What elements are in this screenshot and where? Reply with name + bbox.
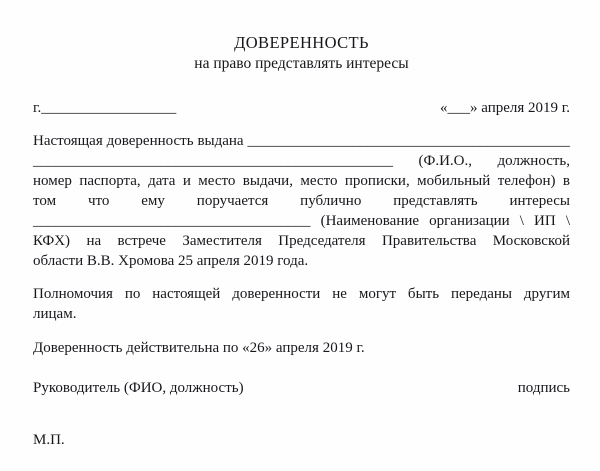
issued-to-paragraph (33, 131, 570, 271)
paragraph-line: ________________________________________________ (Ф.И.О., должность, (33, 153, 570, 169)
paragraph-line: Настоящая доверенность выдана ___________________________________________ (33, 133, 570, 149)
paragraph-line: Полномочия по настоящей доверенности не могут быть переданы другим (33, 286, 570, 302)
signature-row (33, 378, 570, 398)
city-date-row (33, 98, 570, 118)
paragraph-line: лицам. (33, 306, 77, 322)
title-block (33, 32, 570, 74)
validity-line: Доверенность действительна по «26» апреля 2019 г. (33, 340, 365, 356)
stamp-label: М.П. (33, 432, 65, 448)
paragraph-line: номер паспорта, дата и место выдачи, место прописки, мобильный телефон) в (33, 173, 570, 189)
paragraph-line: _____________________________________ (Наименование организации \ ИП \ (33, 213, 570, 229)
signature-label: подпись (517, 380, 570, 396)
city-blank-field: г.__________________ (33, 100, 177, 116)
document-subtitle: на право представлять интересы (194, 55, 409, 72)
paragraph-line: КФХ) на встрече Заместителя Председателя Правительства Московской (33, 233, 570, 249)
paragraph-line: том что ему поручается публично представлять интересы (33, 193, 570, 209)
date-field: «___» апреля 2019 г. (440, 100, 570, 116)
signer-label: Руководитель (ФИО, должность) (33, 380, 244, 396)
paragraph-line: области В.В. Хромова 25 апреля 2019 года. (33, 253, 309, 269)
document-title: ДОВЕРЕННОСТЬ (234, 33, 369, 52)
non-transferable-paragraph (33, 284, 570, 324)
